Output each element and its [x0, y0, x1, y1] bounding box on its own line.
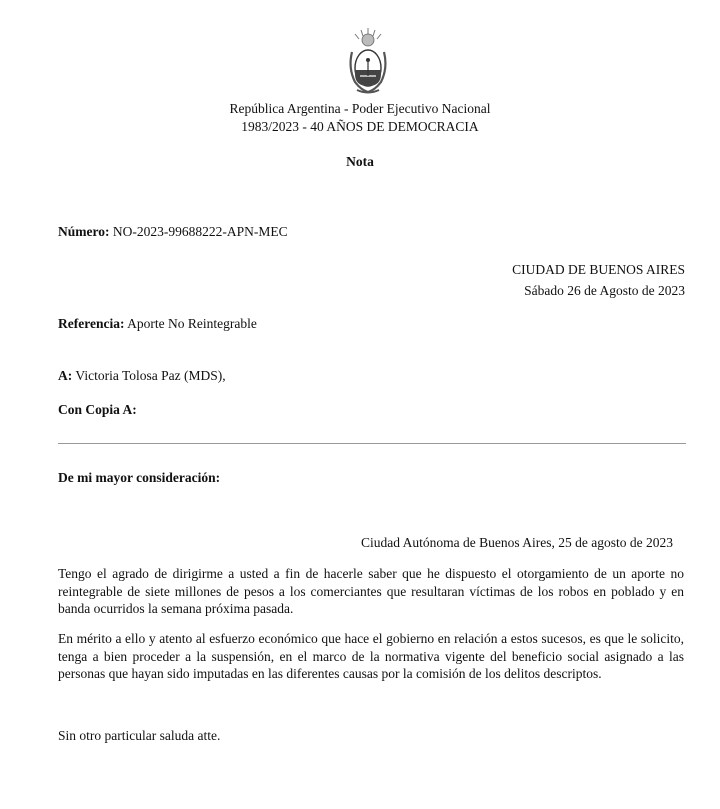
city: CIUDAD DE BUENOS AIRES [512, 262, 685, 277]
numero-label: Número: [58, 224, 110, 239]
body-paragraph-1: Tengo el agrado de dirigirme a usted a fin de hacerle saber que he dispuesto el otorgamiento de un aporte no reintegrable de siete millones de pesos a los comerciantes que resultaran víctimas de los robos en poblado y en banda ocurridos la semana próxima pasada. [58, 566, 684, 616]
coat-of-arms-icon [345, 26, 391, 96]
body-paragraph-2: En mérito a ello y atento al esfuerzo económico que hace el gobierno en relación a estos sucesos, es que le solicito, tenga a bien proceder a la suspensión, en el marco de la normativa vigente del beneficio social asignado a las personas que hayan sido imputadas en las diferentes causas por la comisión de los delitos descriptos. [58, 631, 684, 681]
referencia-row [58, 315, 257, 333]
referencia-value: Aporte No Reintegrable [127, 316, 257, 331]
divider [58, 443, 686, 444]
date: Sábado 26 de Agosto de 2023 [524, 283, 685, 298]
document-type: Nota [346, 154, 374, 169]
destinatario-row [58, 367, 226, 385]
lugar-fecha-cuerpo: Ciudad Autónoma de Buenos Aires, 25 de agosto de 2023 [361, 535, 673, 550]
destinatario-label: A: [58, 368, 73, 383]
numero-row [58, 223, 288, 241]
referencia-label: Referencia: [58, 316, 125, 331]
copia-row [58, 401, 137, 419]
despedida: Sin otro particular saluda atte. [58, 728, 221, 743]
destinatario-value: Victoria Tolosa Paz (MDS), [75, 368, 226, 383]
numero-value: NO-2023-99688222-APN-MEC [112, 224, 288, 239]
header-line-1: República Argentina - Poder Ejecutivo Nacional [229, 101, 491, 116]
copia-label: Con Copia A: [58, 402, 137, 417]
header-line-2: 1983/2023 - 40 AÑOS DE DEMOCRACIA [241, 119, 479, 134]
saludo-inicial: De mi mayor consideración: [58, 470, 221, 485]
